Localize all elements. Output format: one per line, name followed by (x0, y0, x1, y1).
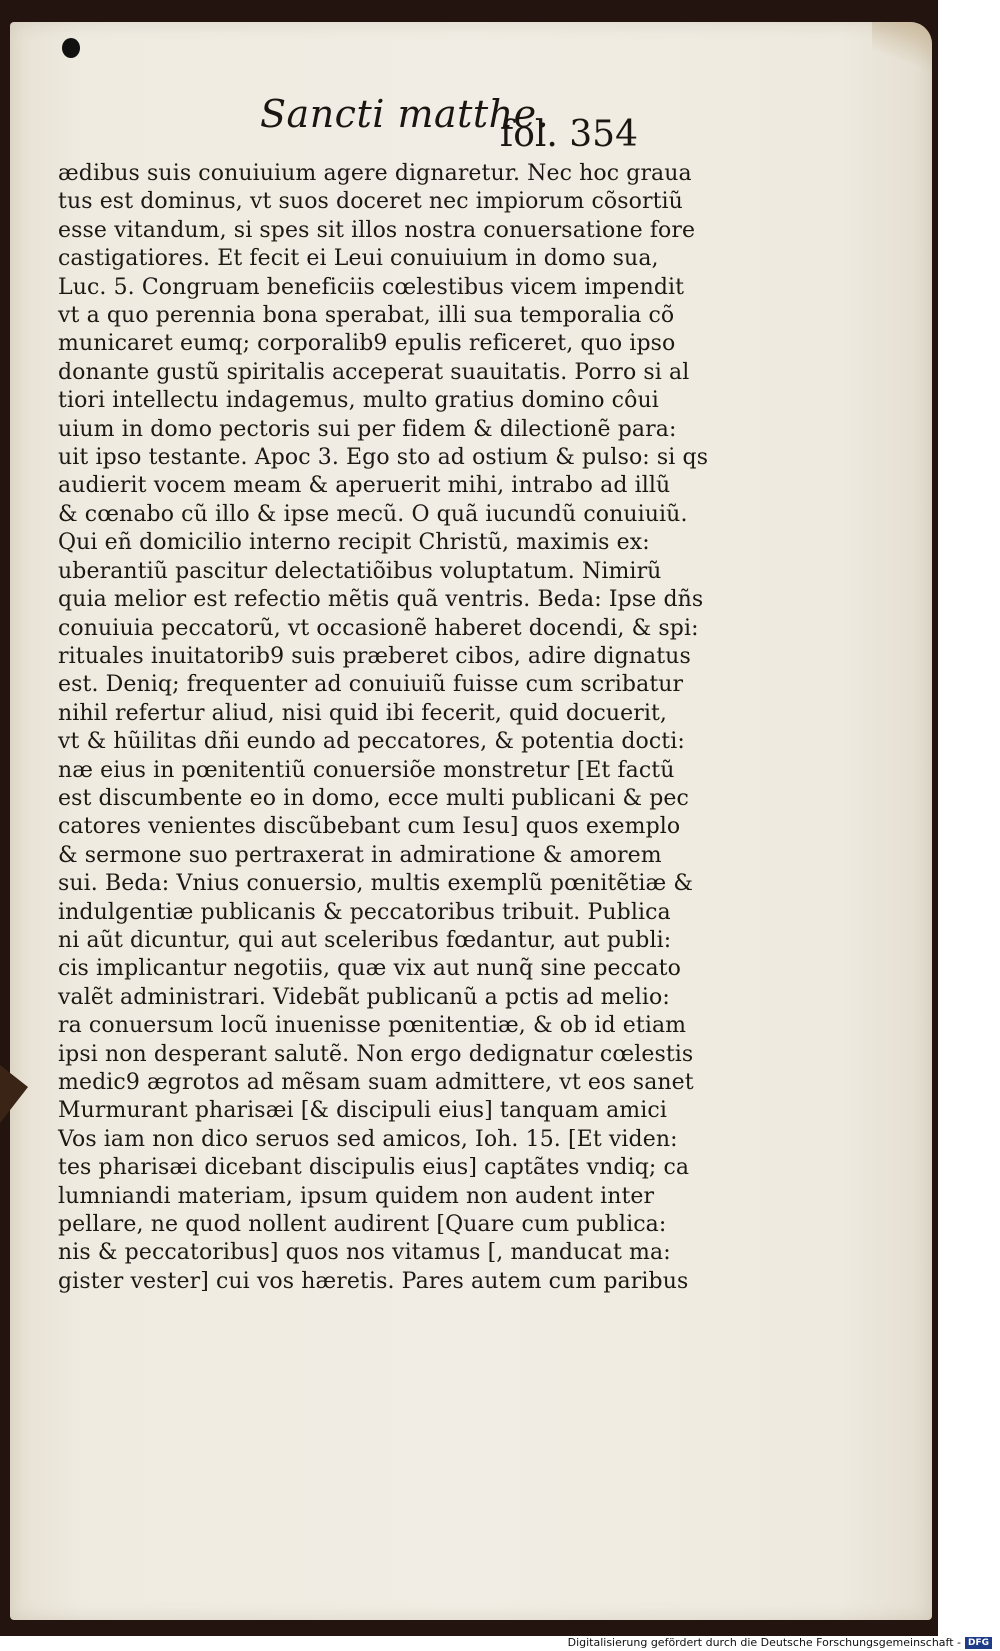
text-line: tus est dominus, vt suos doceret nec impiorum cõsortiũ (58, 189, 683, 215)
text-line: sui. Beda: Vnius conuersio, multis exemplũ pœnitẽtiæ & (58, 871, 694, 897)
dfg-logo: DFG (965, 1637, 992, 1649)
text-line: Murmurant pharisæi [& discipuli eius] tanquam amici (58, 1098, 667, 1124)
text-line: est discumbente eo in domo, ecce multi publicani & pec (58, 785, 689, 811)
text-line: næ eius in pœnitentiũ conuersiõe monstretur [Et factũ (58, 757, 675, 783)
text-line: nihil refertur aliud, nisi quid ibi fecerit, quid docuerit, (58, 700, 668, 726)
text-line: pellare, ne quod nollent audirent [Quare cum publica: (58, 1212, 667, 1238)
body-text (58, 160, 728, 1296)
text-line: municaret eumq; corporalib9 epulis reficeret, quo ipso (58, 331, 676, 357)
text-line: & sermone suo pertraxerat in admiratione & amorem (58, 842, 662, 868)
text-line: medic9 ægrotos ad mẽsam suam admittere, vt eos sanet (58, 1070, 694, 1095)
binding-hole (62, 38, 80, 58)
text-line: tes pharisæi dicebant discipulis eius] captãtes vndiq; ca (58, 1155, 690, 1181)
text-line: esse vitandum, si spes sit illos nostra conuersatione fore (58, 217, 696, 243)
text-line: vt a quo perennia bona sperabat, illi sua temporalia cõ (58, 303, 675, 329)
text-line: Luc. 5. Congruam beneficiis cœlestibus vicem impendit (58, 274, 685, 300)
text-line: est. Deniq; frequenter ad conuiuiũ fuisse cum scribatur (58, 672, 684, 698)
text-line: conuiuia peccatorũ, vt occasionẽ haberet docendi, & spi: (58, 615, 699, 641)
text-line: uit ipso testante. Apoc 3. Ego sto ad ostium & pulso: si qs (58, 445, 709, 471)
text-line: Qui eñ domicilio interno recipit Christũ, maximis ex: (58, 530, 650, 556)
text-line: ra conuersum locũ inuenisse pœnitentiæ, & ob id etiam (58, 1013, 687, 1039)
text-line: uberantiũ pascitur delectatiõibus voluptatum. Nimirũ (58, 558, 662, 584)
text-line: catores venientes discũbebant cum Iesu] quos exemplo (58, 814, 681, 840)
text-line: donante gustũ spiritalis acceperat suauitatis. Porro si al (58, 359, 690, 385)
credit-text: Digitalisierung gefördert durch die Deutsche Forschungsgemeinschaft - (567, 1636, 961, 1649)
text-line: castigatiores. Et fecit ei Leui conuiuium in domo sua, (58, 246, 659, 272)
text-line: Vos iam non dico seruos sed amicos, Ioh. 15. [Et viden: (58, 1126, 678, 1152)
text-line: ædibus suis conuiuium agere dignaretur. Nec hoc graua (58, 161, 692, 186)
text-line: rituales inuitatorib9 suis præberet cibos, adire dignatus (58, 643, 691, 669)
text-line: audierit vocem meam & aperuerit mihi, intrabo ad illũ (58, 473, 671, 499)
text-line: lumniandi materiam, ipsum quidem non audent inter (58, 1183, 655, 1209)
digitization-credit (568, 1636, 992, 1649)
text-line: tiori intellectu indagemus, multo gratius domino côui (58, 388, 659, 414)
text-line: vt & hũilitas dñi eundo ad peccatores, & potentia docti: (58, 729, 685, 755)
page-corner-wear (872, 22, 932, 72)
text-line: nis & peccatoribus] quos nos vitamus [, manducat ma: (58, 1240, 671, 1266)
page-tear (0, 1065, 28, 1123)
running-head: Sancti matthe. (260, 92, 550, 136)
text-line: valẽt administrari. Videbãt publicanũ a pctis ad melio: (58, 984, 670, 1010)
text-line: uium in domo pectoris sui per fidem & dilectionẽ para: (58, 416, 677, 442)
folio-number: fol. 354 (499, 114, 638, 155)
text-line: gister vester] cui vos hæretis. Pares autem cum paribus (58, 1268, 689, 1294)
text-line: & cœnabo cũ illo & ipse mecũ. O quã iucundũ conuiuiũ. (58, 501, 688, 527)
text-line: indulgentiæ publicanis & peccatoribus tribuit. Publica (58, 899, 671, 925)
text-line: quia melior est refectio mẽtis quã ventris. Beda: Ipse dñs (58, 587, 704, 613)
text-line: ni aũt dicuntur, qui aut sceleribus fœdantur, aut publi: (58, 927, 672, 953)
text-line: ipsi non desperant salutẽ. Non ergo dedignatur cœlestis (58, 1041, 694, 1067)
text-line: cis implicantur negotiis, quæ vix aut nunq̃ sine peccato (58, 956, 681, 982)
